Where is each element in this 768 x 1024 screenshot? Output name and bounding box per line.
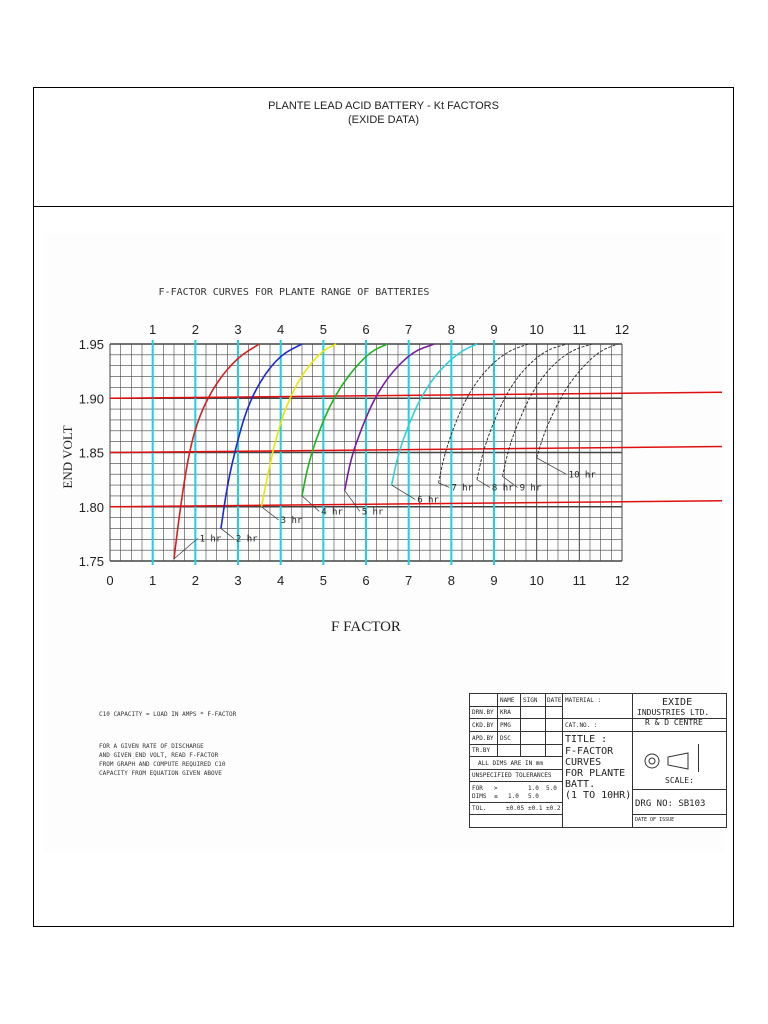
series-leader-line — [537, 458, 567, 475]
all-dims-note: ALL DIMS ARE IN mm — [478, 760, 544, 767]
series-label: 4 hr — [321, 507, 343, 518]
note-line-4: CAPACITY FROM EQUATION GIVEN ABOVE — [99, 770, 222, 777]
series-leader-line — [174, 538, 198, 558]
row-tr: TR.BY — [472, 747, 491, 754]
x-tick-label: 0 — [106, 573, 114, 588]
row-ckd: CKD.BY — [472, 722, 494, 729]
tol-dims: DIMS — [472, 793, 487, 800]
series-leader-line — [345, 490, 360, 511]
x-tick-label: 8 — [447, 573, 455, 588]
series-label: 1 hr — [199, 534, 222, 545]
tol-v2: 5.0 — [546, 785, 557, 792]
tol-gt: > — [494, 785, 498, 792]
title-line-2: CURVES — [565, 757, 602, 768]
x-tick-label: 5 — [319, 573, 327, 588]
note-line-3: FROM GRAPH AND COMPUTE REQUIRED C10 — [99, 761, 226, 768]
x-tick-label: 11 — [572, 573, 587, 588]
tol-t2: ±0.1 — [528, 805, 543, 812]
series-curve — [477, 344, 567, 480]
drawing-title-block — [469, 693, 727, 828]
tol-label: TOL. — [472, 805, 487, 812]
y-tick-label: 1.85 — [78, 445, 104, 461]
row-drn: DRN.BY — [472, 709, 494, 716]
tol-for: FOR — [472, 785, 483, 792]
series-label: 7 hr — [451, 483, 474, 494]
company-line-3: R & D CENTRE — [645, 718, 703, 727]
series-leader-line — [302, 496, 319, 511]
title-line-5: (1 TO 10HR) — [565, 790, 632, 801]
x-tick-label-top: 7 — [405, 322, 413, 337]
col-sign: SIGN — [523, 697, 538, 704]
series-label: 8 hr — [491, 483, 514, 494]
x-tick-label: 9 — [490, 573, 498, 588]
row-apd-value: DSC — [500, 735, 511, 742]
x-tick-label: 4 — [277, 573, 285, 588]
x-tick-label-top: 2 — [191, 322, 199, 337]
tolerances-header: UNSPECIFIED TOLERANCES — [472, 772, 552, 779]
reference-line-h — [110, 501, 722, 507]
y-tick-label: 1.95 — [78, 337, 104, 352]
series-label: 9 hr — [519, 483, 542, 494]
material-label: MATERIAL : — [565, 697, 602, 704]
note-line-2: AND GIVEN END VOLT, READ F-FACTOR — [99, 752, 219, 759]
x-tick-label-top: 9 — [490, 322, 498, 337]
y-tick-label: 1.80 — [78, 499, 104, 515]
header-subtitle: (EXIDE DATA) — [347, 114, 420, 126]
cat-no-label: CAT.NO. : — [565, 722, 598, 729]
x-tick-label-top: 5 — [319, 322, 327, 337]
tol-v4: 5.0 — [528, 793, 539, 800]
x-tick-label-top: 1 — [149, 322, 157, 337]
company-line-1: EXIDE — [662, 697, 693, 708]
x-tick-label: 12 — [614, 573, 630, 588]
title-line-3: FOR PLANTE — [565, 768, 626, 779]
scanned-drawing — [44, 233, 724, 853]
x-tick-label-top: 3 — [234, 322, 242, 337]
tol-t3: ±0.2 — [546, 805, 561, 812]
date-of-issue: DATE OF ISSUE — [635, 817, 675, 823]
scale-label: SCALE: — [665, 776, 694, 785]
series-curve — [221, 344, 302, 528]
x-tick-label: 10 — [529, 573, 544, 588]
x-tick-label: 6 — [362, 573, 370, 588]
tol-v1: 1.0 — [528, 785, 539, 792]
capacity-formula-note: C10 CAPACITY = LOAD IN AMPS * F-FACTOR — [99, 711, 237, 718]
x-axis-label: F FACTOR — [331, 619, 401, 635]
x-tick-label: 2 — [191, 573, 199, 588]
title-line-4: BATT. — [565, 779, 596, 790]
series-label: 5 hr — [361, 507, 384, 518]
chart-title: F-FACTOR CURVES FOR PLANTE RANGE OF BATTERIES — [158, 287, 430, 298]
series-curve — [392, 344, 477, 485]
reference-line-h — [110, 447, 722, 453]
series-leader-line — [392, 485, 416, 499]
series-label: 6 hr — [417, 495, 439, 506]
col-date: DATE — [547, 697, 562, 704]
tol-v3: 1.0 — [508, 793, 519, 800]
col-name: NAME — [500, 697, 515, 704]
tol-t1: ±0.05 — [506, 805, 525, 812]
tol-le: ≤ — [494, 793, 498, 800]
drawing-number: DRG NO: SB103 — [635, 799, 706, 809]
title-label: TITLE : — [565, 734, 608, 745]
x-tick-label-top: 11 — [572, 322, 587, 337]
y-tick-label: 1.75 — [78, 554, 104, 569]
chart-labels — [79, 322, 630, 588]
series-label: 3 hr — [280, 516, 303, 527]
note-line-1: FOR A GIVEN RATE OF DISCHARGE — [99, 743, 204, 750]
x-tick-label: 7 — [405, 573, 413, 588]
x-tick-label-top: 4 — [277, 322, 285, 337]
header-box — [34, 88, 733, 207]
title-line-1: F-FACTOR — [565, 746, 614, 757]
page-frame — [33, 87, 734, 927]
series-curve — [537, 344, 618, 458]
projection-symbol-icon — [640, 749, 695, 773]
y-tick-label: 1.90 — [78, 391, 104, 407]
y-axis-label: END VOLT — [60, 425, 75, 489]
x-tick-label: 3 — [234, 573, 242, 588]
series-curve — [261, 344, 336, 507]
series-label: 2 hr — [235, 534, 258, 545]
reference-line-h — [110, 392, 722, 398]
series-label: 10 hr — [568, 470, 596, 481]
row-apd: APD.BY — [472, 735, 494, 742]
row-drn-value: KRA — [500, 709, 511, 716]
x-tick-label-top: 6 — [362, 322, 370, 337]
x-tick-label-top: 8 — [447, 322, 455, 337]
x-tick-label-top: 10 — [529, 322, 544, 337]
row-ckd-value: PMG — [500, 722, 511, 729]
x-tick-label-top: 12 — [614, 322, 630, 337]
header-title: PLANTE LEAD ACID BATTERY - Kt FACTORS — [268, 100, 499, 112]
company-line-2: INDUSTRIES LTD. — [637, 708, 710, 717]
x-tick-label: 1 — [149, 573, 157, 588]
